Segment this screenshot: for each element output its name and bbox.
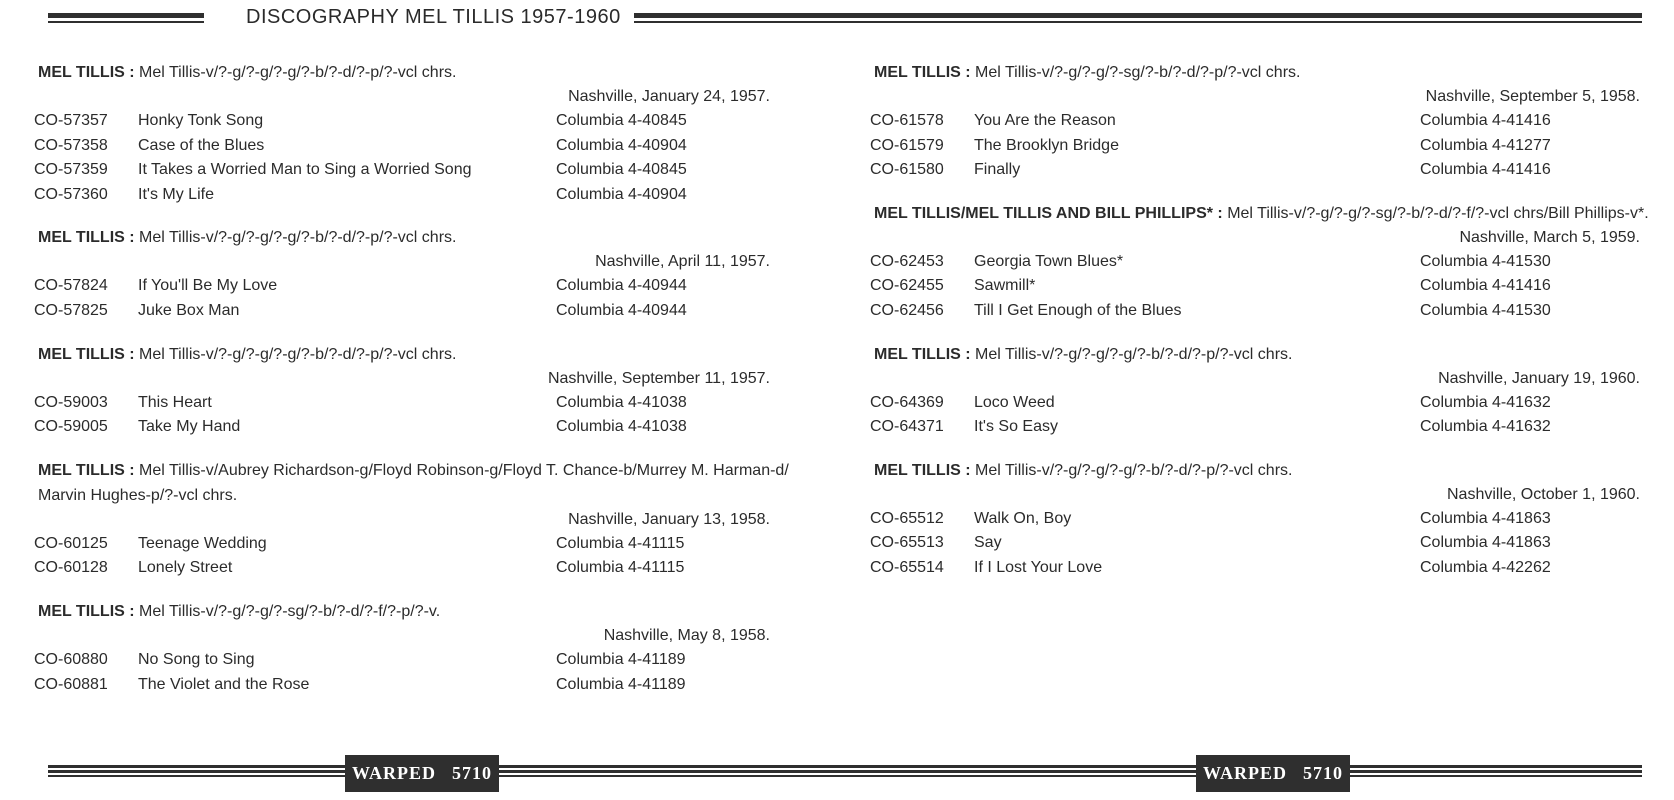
song-title: Finally	[974, 161, 1021, 179]
session-personnel-continued: Marvin Hughes-p/?-vcl chrs.	[38, 486, 238, 504]
matrix-number: CO-61578	[870, 112, 944, 129]
matrix-number: CO-60128	[34, 559, 108, 577]
song-title: Juke Box Man	[138, 301, 240, 319]
header-rule-thin	[634, 21, 1642, 23]
session-place-date: Nashville, September 5, 1958.	[1425, 88, 1640, 105]
song-title: It's So Easy	[974, 418, 1058, 436]
track-row	[870, 109, 1640, 134]
session-personnel-text: Mel Tillis-v/?-g/?-g/?-sg/?-b/?-d/?-f/?-vcl chrs/Bill Phillips-v*.	[1227, 204, 1649, 222]
session-personnel	[38, 599, 770, 624]
track-row	[34, 158, 770, 183]
song-title: Teenage Wedding	[138, 534, 267, 552]
session-personnel	[38, 225, 770, 250]
matrix-number: CO-65513	[870, 534, 944, 552]
record-label-number: Columbia 4-41632	[1420, 393, 1551, 411]
song-title: The Violet and the Rose	[138, 675, 310, 693]
record-label-number: Columbia 4-41189	[556, 675, 686, 693]
track-row	[870, 415, 1640, 440]
record-label-number: Columbia 4-40944	[556, 301, 687, 319]
session-artist: MEL TILLIS/MEL TILLIS AND BILL PHILLIPS* :	[874, 204, 1223, 222]
matrix-number: CO-64369	[870, 393, 944, 411]
matrix-number: CO-60880	[34, 650, 108, 668]
session-artist: MEL TILLIS :	[874, 345, 971, 363]
footer-number: 5710	[1303, 763, 1343, 783]
header-rule-left	[48, 13, 204, 22]
session-personnel-text: Mel Tillis-v/?-g/?-g/?-sg/?-b/?-d/?-p/?-vcl chrs.	[975, 64, 1301, 81]
record-label-number: Columbia 4-41038	[556, 418, 687, 436]
session-personnel-text: Mel Tillis-v/Aubrey Richardson-g/Floyd Robinson-g/Floyd T. Chance-b/Murrey M. Harman-d/	[139, 461, 789, 479]
track-row	[34, 556, 770, 581]
track-row	[34, 532, 770, 557]
session-block	[34, 225, 770, 323]
song-title: Honky Tonk Song	[138, 112, 264, 129]
session-personnel-text: Mel Tillis-v/?-g/?-g/?-sg/?-b/?-d/?-f/?-p/?-v.	[139, 602, 441, 620]
session-artist: MEL TILLIS :	[38, 602, 135, 620]
session-place-date: Nashville, January 24, 1957.	[568, 88, 770, 105]
track-row	[870, 158, 1640, 183]
matrix-number: CO-62456	[870, 301, 944, 319]
song-title: Case of the Blues	[138, 136, 265, 154]
track-row	[34, 183, 770, 208]
track-row	[870, 531, 1640, 556]
header-rule-thick	[634, 13, 1642, 18]
session-personnel	[874, 458, 1640, 483]
session-personnel	[38, 60, 770, 85]
session-personnel-text: Mel Tillis-v/?-g/?-g/?-g/?-b/?-d/?-p/?-vcl chrs.	[139, 64, 457, 81]
session-block	[870, 60, 1640, 183]
track-row	[34, 648, 770, 673]
session-place-date: Nashville, October 1, 1960.	[1447, 485, 1640, 503]
right-column	[870, 60, 1649, 599]
matrix-number: CO-65514	[870, 558, 944, 576]
song-title: Sawmill*	[974, 277, 1036, 295]
session-personnel	[874, 201, 1649, 226]
song-title: Loco Weed	[974, 393, 1055, 411]
track-row	[34, 415, 770, 440]
record-label-number: Columbia 4-41416	[1420, 112, 1551, 129]
matrix-number: CO-60125	[34, 534, 108, 552]
session-artist: MEL TILLIS :	[874, 461, 971, 479]
session-block	[34, 342, 770, 440]
footer-badge-right	[1196, 755, 1350, 792]
session-block	[34, 599, 770, 697]
song-title: The Brooklyn Bridge	[974, 136, 1119, 154]
header-rule-thick	[48, 13, 204, 18]
session-artist: MEL TILLIS :	[38, 64, 135, 81]
session-personnel-text: Mel Tillis-v/?-g/?-g/?-g/?-b/?-d/?-p/?-vcl chrs.	[139, 345, 457, 363]
session-artist: MEL TILLIS :	[874, 64, 971, 81]
session-artist: MEL TILLIS :	[38, 345, 135, 363]
song-title: This Heart	[138, 393, 212, 411]
session-personnel	[38, 342, 770, 367]
matrix-number: CO-59005	[34, 418, 108, 436]
session-place-date: Nashville, January 19, 1960.	[1438, 369, 1640, 387]
session-personnel-text: Mel Tillis-v/?-g/?-g/?-g/?-b/?-d/?-p/?-vcl chrs.	[975, 345, 1293, 363]
session-artist: MEL TILLIS :	[38, 461, 135, 479]
session-block	[870, 201, 1649, 324]
record-label-number: Columbia 4-41416	[1420, 161, 1551, 179]
record-label-number: Columbia 4-41530	[1420, 252, 1551, 270]
matrix-number: CO-65512	[870, 509, 944, 527]
footer-rule-line	[48, 775, 1642, 777]
record-label-number: Columbia 4-41416	[1420, 277, 1551, 295]
matrix-number: CO-59003	[34, 393, 108, 411]
session-place-date: Nashville, January 13, 1958.	[568, 510, 770, 528]
song-title: It's My Life	[138, 185, 214, 203]
track-row	[870, 507, 1640, 532]
record-label-number: Columbia 4-41632	[1420, 418, 1551, 436]
song-title: Walk On, Boy	[974, 509, 1072, 527]
footer-rule-line	[48, 770, 1642, 773]
page-title: DISCOGRAPHY MEL TILLIS 1957-1960	[246, 6, 621, 28]
track-row	[34, 391, 770, 416]
track-row	[870, 134, 1640, 159]
matrix-number: CO-57825	[34, 301, 108, 319]
matrix-number: CO-61580	[870, 161, 944, 179]
matrix-number: CO-57359	[34, 161, 108, 179]
record-label-number: Columbia 4-41277	[1420, 136, 1551, 154]
song-title: No Song to Sing	[138, 650, 255, 668]
record-label-number: Columbia 4-40904	[556, 136, 687, 154]
session-place-date: Nashville, March 5, 1959.	[1459, 228, 1640, 246]
track-row	[870, 391, 1640, 416]
track-row	[870, 299, 1640, 324]
record-label-number: Columbia 4-41863	[1420, 509, 1551, 527]
session-place-date: Nashville, September 11, 1957.	[547, 369, 770, 387]
song-title: If I Lost Your Love	[974, 558, 1103, 576]
track-row	[34, 299, 770, 324]
song-title: Till I Get Enough of the Blues	[974, 301, 1182, 319]
record-label-number: Columbia 4-41115	[556, 534, 685, 552]
session-personnel-text: Mel Tillis-v/?-g/?-g/?-g/?-b/?-d/?-p/?-vcl chrs.	[139, 229, 457, 247]
footer-rule-line	[48, 765, 1642, 768]
record-label-number: Columbia 4-41530	[1420, 301, 1551, 319]
session-block	[34, 458, 789, 581]
track-row	[870, 274, 1640, 299]
track-row	[870, 250, 1640, 275]
session-personnel-text: Mel Tillis-v/?-g/?-g/?-g/?-b/?-d/?-p/?-vcl chrs.	[975, 461, 1293, 479]
left-column	[34, 60, 789, 715]
session-artist: MEL TILLIS :	[38, 229, 135, 247]
session-block	[34, 60, 770, 207]
matrix-number: CO-57360	[34, 185, 108, 203]
footer-badge-left	[345, 755, 499, 792]
song-title: Say	[974, 534, 1002, 552]
matrix-number: CO-57824	[34, 277, 108, 295]
session-personnel	[38, 458, 789, 508]
record-label-number: Columbia 4-41038	[556, 393, 687, 411]
matrix-number: CO-64371	[870, 418, 944, 436]
matrix-number: CO-61579	[870, 136, 944, 154]
session-personnel	[874, 342, 1640, 367]
matrix-number: CO-62455	[870, 277, 944, 295]
track-row	[34, 274, 770, 299]
record-label-number: Columbia 4-41863	[1420, 534, 1551, 552]
matrix-number: CO-57357	[34, 112, 108, 129]
track-row	[34, 109, 770, 134]
record-label-number: Columbia 4-40904	[556, 185, 687, 203]
matrix-number: CO-62453	[870, 252, 944, 270]
record-label-number: Columbia 4-41189	[556, 650, 686, 668]
matrix-number: CO-60881	[34, 675, 108, 693]
session-place-date: Nashville, May 8, 1958.	[603, 626, 770, 644]
song-title: If You'll Be My Love	[138, 277, 278, 295]
session-block	[870, 458, 1640, 581]
record-label-number: Columbia 4-40944	[556, 277, 687, 295]
song-title: It Takes a Worried Man to Sing a Worried Song	[138, 161, 472, 179]
header-rule-thin	[48, 21, 204, 23]
track-row	[870, 556, 1640, 581]
matrix-number: CO-57358	[34, 136, 108, 154]
session-place-date: Nashville, April 11, 1957.	[595, 253, 770, 271]
song-title: You Are the Reason	[974, 112, 1116, 129]
song-title: Lonely Street	[138, 559, 233, 577]
track-row	[34, 134, 770, 159]
footer-rule	[48, 765, 1642, 776]
song-title: Georgia Town Blues*	[974, 252, 1124, 270]
footer-label: WARPED	[1202, 763, 1287, 783]
footer-label: WARPED	[351, 763, 436, 783]
header-rule-right	[634, 13, 1642, 22]
song-title: Take My Hand	[138, 418, 241, 436]
record-label-number: Columbia 4-41115	[556, 559, 685, 577]
session-block	[870, 342, 1640, 440]
footer-number: 5710	[452, 763, 492, 783]
session-personnel	[874, 60, 1640, 85]
track-row	[34, 673, 770, 698]
record-label-number: Columbia 4-40845	[556, 161, 687, 179]
record-label-number: Columbia 4-40845	[556, 112, 687, 129]
record-label-number: Columbia 4-42262	[1420, 558, 1551, 576]
